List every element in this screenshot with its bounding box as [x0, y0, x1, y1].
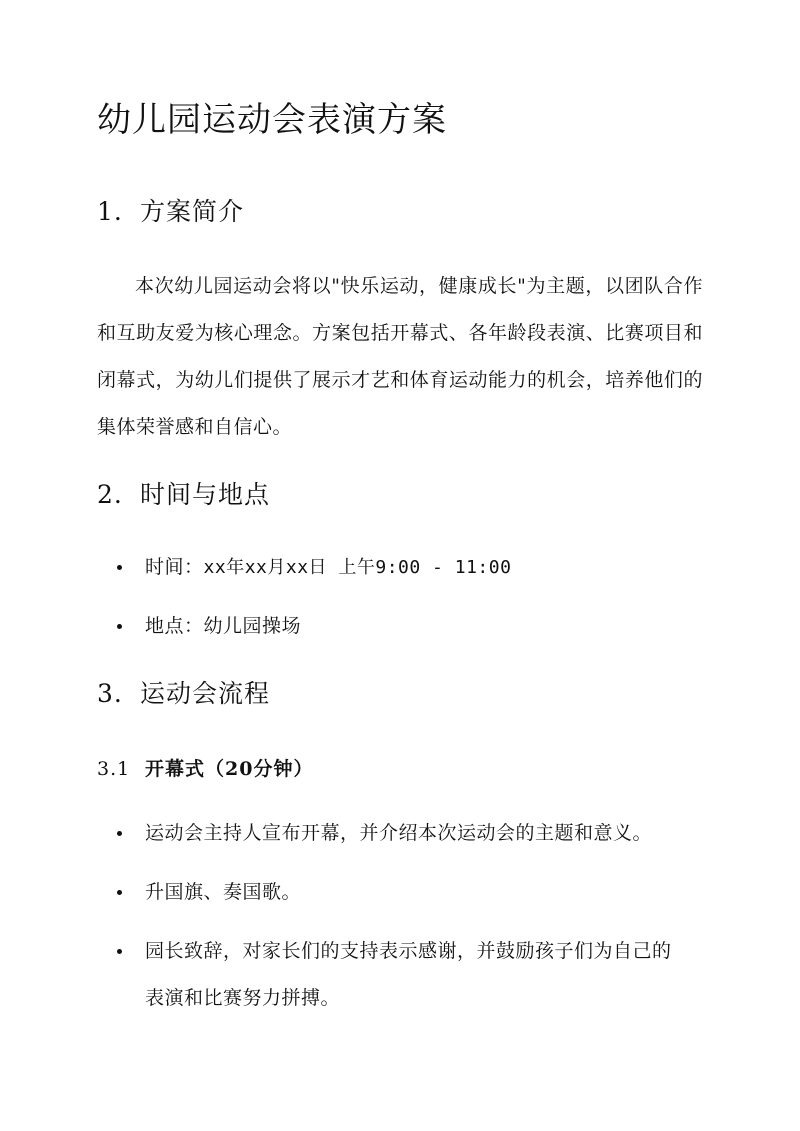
list-item-text: 升国旗、奏国歌。	[145, 881, 302, 903]
time-place-list	[97, 544, 703, 650]
list-item	[97, 869, 703, 916]
section-heading-intro	[97, 194, 244, 230]
item-value: 幼儿园操场	[203, 615, 302, 637]
bullet-icon	[117, 831, 122, 836]
intro-paragraph: 本次幼儿园运动会将以"快乐运动，健康成长"为主题，以团队合作和互助友爱为核心理念。方案包括开幕式、各年龄段表演、比赛项目和闭幕式，为幼儿们提供了展示才艺和体育运动能力的机会，培养他们的集体荣誉感和自信心。	[97, 275, 703, 438]
bullet-icon	[117, 565, 122, 570]
list-item-text: 运动会主持人宣布开幕，并介绍本次运动会的主题和意义。	[145, 822, 653, 844]
list-item-time	[97, 544, 703, 591]
section-heading-time-place	[97, 477, 270, 513]
item-label: 时间：	[145, 556, 204, 578]
section-heading-process	[97, 676, 270, 712]
subsection-number: 3.1	[97, 758, 131, 780]
section-title: 运动会流程	[140, 679, 271, 708]
bullet-icon	[117, 949, 122, 954]
bullet-icon	[117, 890, 122, 895]
item-label: 地点：	[145, 615, 204, 637]
section-number: 3.	[97, 679, 123, 708]
section-title: 方案简介	[140, 197, 245, 226]
subsection-title: 开幕式（20分钟）	[145, 758, 314, 780]
list-item-place	[97, 603, 703, 650]
section-title: 时间与地点	[140, 480, 271, 509]
document-title: 幼儿园运动会表演方案	[97, 100, 447, 140]
item-value: xx年xx月xx日 上午9:00 - 11:00	[203, 557, 512, 578]
list-item	[97, 928, 703, 1022]
opening-list	[97, 810, 703, 1022]
section-number: 2.	[97, 480, 123, 509]
bullet-icon	[117, 624, 122, 629]
section-number: 1.	[97, 197, 123, 226]
list-item	[97, 810, 703, 857]
subsection-heading-opening	[97, 755, 313, 783]
list-item-text: 园长致辞，对家长们的支持表示感谢，并鼓励孩子们为自己的表演和比赛努力拼搏。	[145, 940, 672, 1009]
